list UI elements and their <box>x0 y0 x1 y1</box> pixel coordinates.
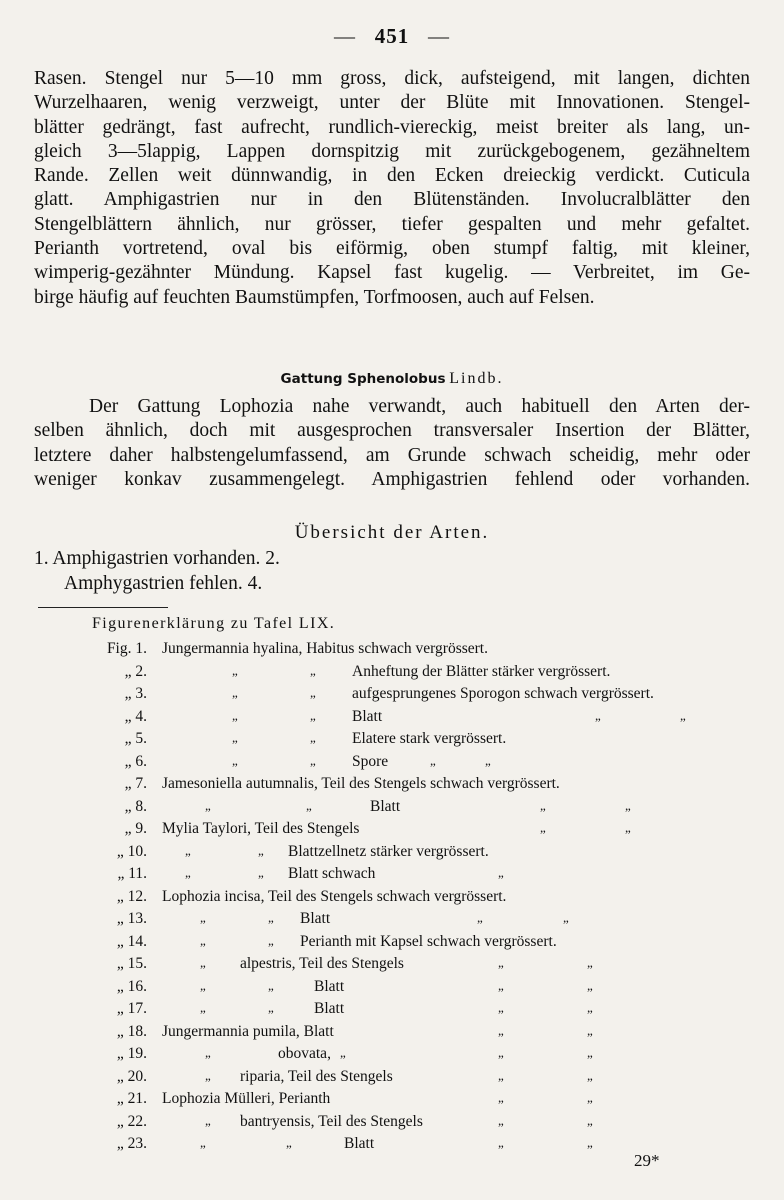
figure-legend-row <box>0 1068 784 1090</box>
ditto-mark: „ <box>310 730 316 745</box>
ditto-mark: „ <box>258 865 264 880</box>
ditto-mark: „ <box>540 820 546 835</box>
figure-caption: Elatere stark vergrössert. <box>352 730 507 747</box>
ditto-mark: „ <box>587 1045 593 1060</box>
page-number-value: 451 <box>374 24 410 48</box>
figure-caption: Blattzellnetz stärker vergrössert. <box>288 842 489 860</box>
text-line: selben ähnlich, doch mit ausgesprochen transversaler Insertion der Blätter, <box>34 420 750 442</box>
ditto-mark: „ <box>205 1045 211 1060</box>
figure-number: „ 18. <box>116 1022 147 1040</box>
ditto-mark: „ <box>540 797 546 813</box>
figure-number: „ 5. <box>124 730 147 747</box>
figure-legend-title: Figurenerklärung zu Tafel LIX. <box>92 615 336 632</box>
figure-legend-row <box>0 933 784 955</box>
ditto-mark: „ <box>185 865 191 880</box>
ditto-mark: „ <box>587 1135 593 1150</box>
ditto-mark: „ <box>498 1022 504 1038</box>
figure-legend-row <box>0 730 784 752</box>
ditto-mark: „ <box>587 1067 593 1083</box>
figure-caption: Blatt schwach <box>288 865 376 882</box>
figure-caption: Blatt <box>314 1000 345 1017</box>
figure-legend-row <box>0 1000 784 1022</box>
ditto-mark: „ <box>498 1000 504 1015</box>
genus-author: Lindb. <box>449 370 504 387</box>
ditto-mark: „ <box>306 797 312 813</box>
text-line: gleich 3—5lappig, Lappen dornspitzig mit zurückgebogenem, gezähneltem <box>34 140 750 162</box>
text-line: letztere daher halbstengelumfassend, am Grunde schwach scheidig, mehr oder <box>34 444 750 466</box>
figure-number: „ 11. <box>117 865 147 882</box>
figure-caption: Jungermannia pumila, Blatt <box>162 1022 334 1040</box>
figure-number: „ 17. <box>116 1000 147 1017</box>
figure-number: „ 3. <box>124 685 147 702</box>
ditto-mark: „ <box>587 1090 593 1105</box>
ditto-mark: „ <box>310 662 316 678</box>
ditto-mark: „ <box>268 932 274 948</box>
figure-number: „ 9. <box>124 820 147 837</box>
figure-legend-row <box>0 1090 784 1112</box>
ditto-mark: „ <box>498 1135 504 1150</box>
ditto-mark: „ <box>232 662 238 678</box>
ditto-mark: „ <box>200 977 206 993</box>
ditto-mark: „ <box>200 1135 206 1150</box>
ditto-mark: „ <box>185 842 191 858</box>
figure-legend-row <box>0 1045 784 1067</box>
figure-number: „ 20. <box>116 1067 147 1085</box>
figure-caption: aufgesprungenes Sporogon schwach vergrössert. <box>352 685 654 702</box>
figure-caption: bantryensis, Teil des Stengels <box>240 1112 423 1130</box>
figure-caption: riparia, Teil des Stengels <box>240 1067 393 1085</box>
figure-number: „ 19. <box>116 1045 147 1062</box>
figure-caption: Blatt <box>314 977 345 995</box>
figure-number: „ 13. <box>116 910 147 927</box>
ditto-mark: „ <box>498 977 504 993</box>
genus-description-paragraph <box>34 395 750 492</box>
figure-legend-row <box>0 820 784 842</box>
ditto-mark: „ <box>268 910 274 925</box>
ditto-mark: „ <box>200 955 206 970</box>
ditto-mark: „ <box>587 1022 593 1038</box>
ditto-mark: „ <box>498 955 504 970</box>
ditto-mark: „ <box>232 685 238 700</box>
figure-legend-row <box>0 640 784 662</box>
figure-caption: Mylia Taylori, Teil des Stengels <box>162 820 360 837</box>
ditto-mark: „ <box>498 1112 504 1128</box>
genus-heading <box>0 370 784 388</box>
ditto-mark: „ <box>498 1067 504 1083</box>
figure-caption: obovata, <box>278 1045 331 1062</box>
figure-legend-row <box>0 798 784 820</box>
ditto-mark: „ <box>200 910 206 925</box>
ditto-mark: „ <box>498 865 504 880</box>
ditto-mark: „ <box>200 932 206 948</box>
text-line: glatt. Amphigastrien nur in den Blütenständen. Involucralblätter den <box>34 189 750 211</box>
figure-caption: Blatt <box>370 797 401 815</box>
ditto-mark: „ <box>587 1112 593 1128</box>
ditto-mark: „ <box>310 752 316 768</box>
text-line: birge häufig auf feuchten Baumstümpfen, Torfmoosen, auch auf Felsen. <box>34 286 595 308</box>
figure-legend-row <box>0 955 784 977</box>
text-line: Perianth vortretend, oval bis eiförmig, oben stumpf faltig, mit kleiner, <box>34 238 750 260</box>
ditto-mark: „ <box>268 1000 274 1015</box>
figure-caption: Blatt <box>344 1135 375 1152</box>
ditto-mark: „ <box>498 1090 504 1105</box>
figure-caption: Jamesoniella autumnalis, Teil des Stengels schwach vergrössert. <box>162 775 560 792</box>
figure-legend-row <box>0 865 784 887</box>
ditto-mark: „ <box>587 977 593 993</box>
figure-legend-row <box>0 663 784 685</box>
overview-heading: Übersicht der Arten. <box>294 522 490 543</box>
figure-number: „ 21. <box>116 1090 147 1107</box>
figure-number: „ 8. <box>124 797 147 815</box>
ditto-mark: „ <box>680 707 686 723</box>
figure-legend-row <box>0 708 784 730</box>
text-line: wimperig-gezähnter Mündung. Kapsel fast kugelig. — Verbreitet, im Ge- <box>34 262 750 284</box>
ditto-mark: „ <box>310 685 316 700</box>
ditto-mark: „ <box>563 910 569 925</box>
ditto-mark: „ <box>595 707 601 723</box>
key-line-1: 1. Amphigastrien vorhanden. 2. <box>34 548 280 569</box>
text-line: Rasen. Stengel nur 5—10 mm gross, dick, aufsteigend, mit langen, dichten <box>34 68 750 89</box>
figure-caption: Jungermannia hyalina, Habitus schwach vergrössert. <box>162 640 488 657</box>
ditto-mark: „ <box>625 797 631 813</box>
genus-name: Gattung Sphenolobus <box>280 371 446 387</box>
figure-legend-row <box>0 888 784 910</box>
figure-legend-row <box>0 843 784 865</box>
page-number <box>0 24 784 49</box>
figure-number: „ 10. <box>116 842 147 860</box>
text-line: Rande. Zellen weit dünnwandig, in den Ecken dreieckig verdickt. Cuticula <box>34 165 750 187</box>
key-line-2: Amphygastrien fehlen. 4. <box>64 573 263 594</box>
figure-number: „ 23. <box>116 1135 147 1152</box>
ditto-mark: „ <box>340 1045 346 1060</box>
figure-caption: Anheftung der Blätter stärker vergrössert. <box>352 662 611 680</box>
figure-caption: Lophozia Mülleri, Perianth <box>162 1090 331 1107</box>
species-description-paragraph <box>34 67 750 310</box>
ditto-mark: „ <box>587 1000 593 1015</box>
ditto-mark: „ <box>205 1112 211 1128</box>
ditto-mark: „ <box>258 842 264 858</box>
figure-caption: alpestris, Teil des Stengels <box>240 955 404 972</box>
figure-number: „ 14. <box>116 932 147 950</box>
figure-number: „ 15. <box>116 955 147 972</box>
ditto-mark: „ <box>286 1135 292 1150</box>
ditto-mark: „ <box>485 752 491 768</box>
ditto-mark: „ <box>200 1000 206 1015</box>
ditto-mark: „ <box>498 1045 504 1060</box>
page-number-dash-right: — <box>428 24 450 48</box>
figure-number: „ 6. <box>124 752 147 770</box>
figure-caption: Perianth mit Kapsel schwach vergrössert. <box>300 932 557 950</box>
ditto-mark: „ <box>625 820 631 835</box>
figure-caption: Spore <box>352 752 389 770</box>
text-line: Wurzelhaaren, wenig verzweigt, unter der Blüte mit Innovationen. Stengel- <box>34 92 750 114</box>
figure-legend-row <box>0 1113 784 1135</box>
ditto-mark: „ <box>268 977 274 993</box>
figure-number: Fig. 1. <box>106 640 147 657</box>
text-line: blätter gedrängt, fast aufrecht, rundlich-viereckig, meist breiter als lang, un- <box>34 116 750 138</box>
figure-legend-row <box>0 910 784 932</box>
figure-legend-row <box>0 978 784 1000</box>
figure-legend-row <box>0 1135 784 1157</box>
figure-number: „ 16. <box>116 977 147 995</box>
figure-number: „ 22. <box>116 1112 147 1130</box>
text-line: weniger konkav zusammengelegt. Amphigastrien fehlend oder vorhanden. <box>34 468 750 490</box>
ditto-mark: „ <box>310 707 316 723</box>
text-line: Stengelblättern ähnlich, nur grösser, tiefer gespalten und mehr gefaltet. <box>34 213 750 235</box>
figure-number: „ 2. <box>124 662 147 680</box>
section-divider <box>38 607 168 608</box>
ditto-mark: „ <box>205 797 211 813</box>
ditto-mark: „ <box>477 910 483 925</box>
figure-caption: Blatt <box>352 707 383 725</box>
figure-caption: Blatt <box>300 910 331 927</box>
ditto-mark: „ <box>232 730 238 745</box>
figure-number: „ 4. <box>124 707 147 725</box>
figure-legend-row <box>0 753 784 775</box>
figure-legend-row <box>0 685 784 707</box>
figure-number: „ 7. <box>124 775 147 792</box>
figure-caption: Lophozia incisa, Teil des Stengels schwach vergrössert. <box>162 887 507 905</box>
ditto-mark: „ <box>232 752 238 768</box>
figure-legend-row <box>0 1023 784 1045</box>
ditto-mark: „ <box>587 955 593 970</box>
text-line: Der Gattung Lophozia nahe verwandt, auch habituell den Arten der- <box>89 396 750 417</box>
page-number-dash-left: — <box>334 24 356 48</box>
ditto-mark: „ <box>232 707 238 723</box>
figure-number: „ 12. <box>116 887 147 905</box>
signature-mark: 29* <box>634 1151 660 1170</box>
figure-legend-row <box>0 775 784 797</box>
ditto-mark: „ <box>205 1067 211 1083</box>
ditto-mark: „ <box>430 752 436 768</box>
